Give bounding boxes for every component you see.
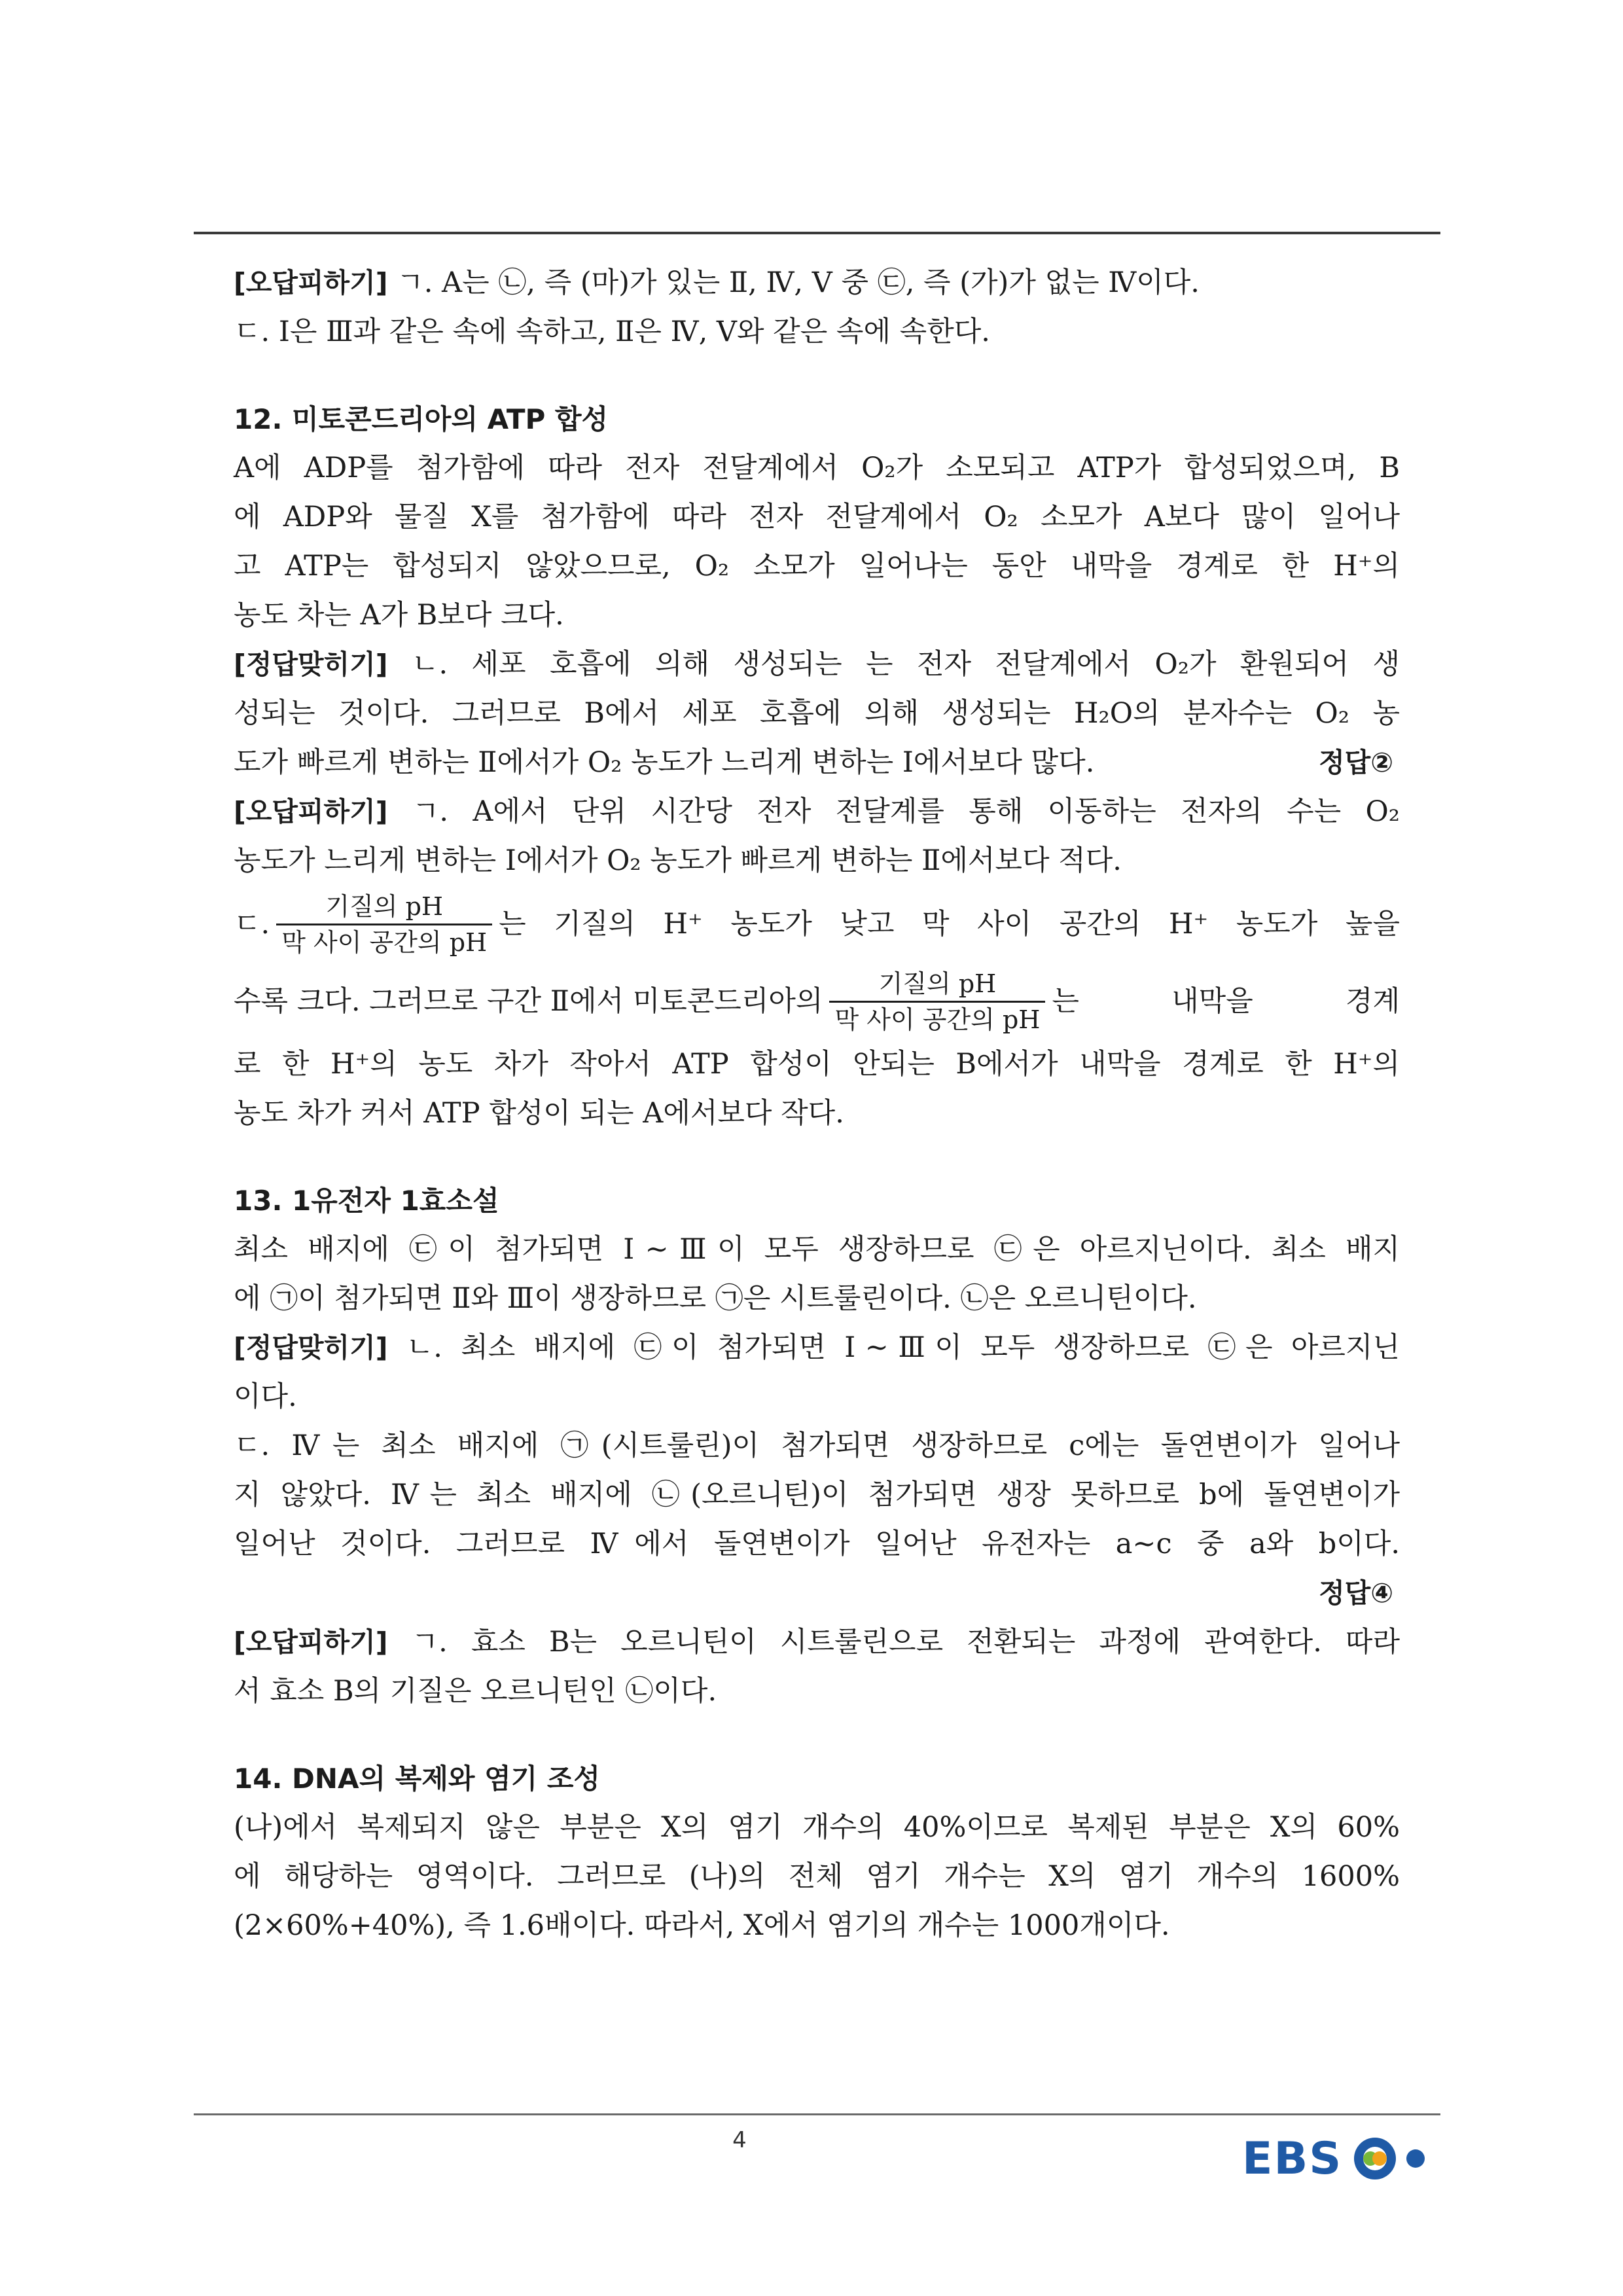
text-line [234, 1667, 1400, 1716]
footer-rule [194, 2113, 1440, 2115]
label-tag: [오답피하기] [234, 796, 388, 827]
logo-text: EBS [1242, 2132, 1343, 2185]
section-heading: 14. DNA의 복제와 염기 조성 [234, 1763, 600, 1795]
text-line [234, 689, 1400, 738]
text-line [234, 1852, 1400, 1901]
text-line [234, 1040, 1400, 1089]
section-heading: 13. 1유전자 1효소설 [234, 1185, 499, 1217]
line-text: ㄷ. Ⅰ은 Ⅲ과 같은 속에 속하고, Ⅱ은 Ⅳ, Ⅴ와 같은 속에 속한다. [234, 315, 990, 348]
section-heading: 12. 미토콘드리아의 ATP 합성 [234, 403, 609, 435]
text-line [234, 1372, 1400, 1422]
line-text: 성되는 것이다. 그러므로 B에서 세포 호흡에 의해 생성되는 H₂O의 분자수는 O₂ 농 [234, 697, 1400, 730]
line-text: 농도 차는 A가 B보다 크다. [234, 599, 564, 632]
line-text: ㄷ. [234, 908, 270, 941]
header-rule [194, 232, 1440, 234]
line-text: 최소 배지에 ㉢이 첨가되면 Ⅰ~Ⅲ이 모두 생장하므로 ㉢은 아르지닌이다. 최소 배지 [234, 1233, 1400, 1266]
line-text: 일어난 것이다. 그러므로 Ⅳ에서 돌연변이가 일어난 유전자는 a~c 중 a와 b이다. [234, 1528, 1400, 1560]
line-text: ㄴ. 최소 배지에 ㉢이 첨가되면 Ⅰ~Ⅲ이 모두 생장하므로 ㉢은 아르지닌 [387, 1331, 1400, 1364]
page-number: 4 [732, 2127, 747, 2153]
text-line [234, 1274, 1400, 1323]
fraction-numerator: 기질의 pH [325, 891, 444, 921]
line-text: 에 ADP와 물질 X를 첨가함에 따라 전자 전달계에서 O₂ 소모가 A보다 많이 일어나 [234, 501, 1400, 533]
text-line [234, 1225, 1400, 1274]
fraction-denominator: 막 사이 공간의 pH [276, 924, 492, 960]
text-line [234, 591, 1400, 640]
fraction-line [234, 886, 1400, 963]
logo-circles-icon [1349, 2132, 1447, 2185]
line-text: ㄱ. A는 ㉡, 즉 (마)가 있는 Ⅱ, Ⅳ, Ⅴ 중 ㉢, 즉 (가)가 없는 Ⅳ이다. [387, 266, 1200, 299]
section-gap [234, 1138, 1400, 1176]
text-line [234, 1089, 1400, 1138]
text-line [234, 1323, 1400, 1372]
text-line [234, 787, 1400, 836]
text-line [234, 444, 1400, 493]
line-text: 에 해당하는 영역이다. 그러므로 (나)의 전체 염기 개수는 X의 염기 개수의 1600% [234, 1860, 1400, 1893]
answer-line [234, 1569, 1400, 1618]
fraction-numerator: 기질의 pH [878, 969, 997, 998]
text-line [234, 493, 1400, 542]
answer-mark: 정답② [1319, 747, 1393, 778]
line-text: (2×60%+40%), 즉 1.6배이다. 따라서, X에서 염기의 개수는 1000개이다. [234, 1909, 1170, 1942]
label-tag: [오답피하기] [234, 1626, 388, 1658]
line-text: 농도가 느리게 변하는 Ⅰ에서가 O₂ 농도가 빠르게 변하는 Ⅱ에서보다 적다. [234, 844, 1122, 877]
fraction-line [234, 963, 1400, 1040]
line-text: 는 내막을 경계 [1052, 985, 1400, 1018]
line-text: ㄷ. Ⅳ는 최소 배지에 ㉠(시트룰린)이 첨가되면 생장하므로 c에는 돌연변이가 일어나 [234, 1429, 1400, 1462]
line-text: (나)에서 복제되지 않은 부분은 X의 염기 개수의 40%이므로 복제된 부분은 X의 60% [234, 1811, 1400, 1844]
line-text: 수록 크다. 그러므로 구간 Ⅱ에서 미토콘드리아의 [234, 985, 823, 1018]
line-text: ㄱ. 효소 B는 오르니틴이 시트룰린으로 전환되는 과정에 관여한다. 따라 [387, 1626, 1400, 1659]
line-text: 는 기질의 H⁺ 농도가 낮고 막 사이 공간의 H⁺ 농도가 높을 [499, 908, 1400, 941]
text-line [234, 1471, 1400, 1520]
line-text: 이다. [234, 1380, 297, 1413]
text-line [234, 1803, 1400, 1852]
text-line [234, 1901, 1400, 1950]
ebs-logo [1242, 2132, 1447, 2185]
line-text: 농도 차가 커서 ATP 합성이 되는 A에서보다 작다. [234, 1097, 844, 1130]
text-line [234, 542, 1400, 591]
answer-mark: 정답④ [1319, 1577, 1393, 1609]
line-text: A에 ADP를 첨가함에 따라 전자 전달계에서 O₂가 소모되고 ATP가 합성되었으며, B [234, 452, 1400, 484]
line-text: 지 않았다. Ⅳ는 최소 배지에 ㉡(오르니틴)이 첨가되면 생장 못하므로 b에 돌연변이가 [234, 1479, 1400, 1511]
line-text: 로 한 H⁺의 농도 차가 작아서 ATP 합성이 안되는 B에서가 내막을 경계로 한 H⁺의 [234, 1048, 1400, 1081]
text-line [234, 640, 1400, 689]
document-body [234, 259, 1400, 1950]
text-line [234, 1422, 1400, 1471]
text-line [234, 1520, 1400, 1569]
line-text: ㄱ. A에서 단위 시간당 전자 전달계를 통해 이동하는 전자의 수는 O₂ [387, 795, 1400, 828]
line-text: 서 효소 B의 기질은 오르니틴인 ㉡이다. [234, 1675, 717, 1708]
ph-fraction [829, 967, 1045, 1037]
section-gap [234, 357, 1400, 395]
line-text: 도가 빠르게 변하는 Ⅱ에서가 O₂ 농도가 느리게 변하는 Ⅰ에서보다 많다. [234, 746, 1095, 779]
text-line [234, 259, 1400, 308]
text-line [234, 836, 1400, 886]
label-tag: [정답맞히기] [234, 649, 388, 680]
line-text: ㄴ. 세포 호흡에 의해 생성되는 는 전자 전달계에서 O₂가 환원되어 생 [387, 648, 1400, 681]
text-line [234, 1618, 1400, 1667]
fraction-denominator: 막 사이 공간의 pH [829, 1001, 1045, 1037]
line-text: 에 ㉠이 첨가되면 Ⅱ와 Ⅲ이 생장하므로 ㉠은 시트룰린이다. ㉡은 오르니틴이다. [234, 1282, 1197, 1315]
label-tag: [오답피하기] [234, 267, 388, 298]
line-text: 고 ATP는 합성되지 않았으므로, O₂ 소모가 일어나는 동안 내막을 경계로 한 H⁺의 [234, 550, 1400, 583]
label-tag: [정답맞히기] [234, 1332, 388, 1363]
text-line [234, 308, 1400, 357]
answer-line [234, 738, 1400, 787]
section-gap [234, 1716, 1400, 1754]
ph-fraction [276, 889, 492, 960]
